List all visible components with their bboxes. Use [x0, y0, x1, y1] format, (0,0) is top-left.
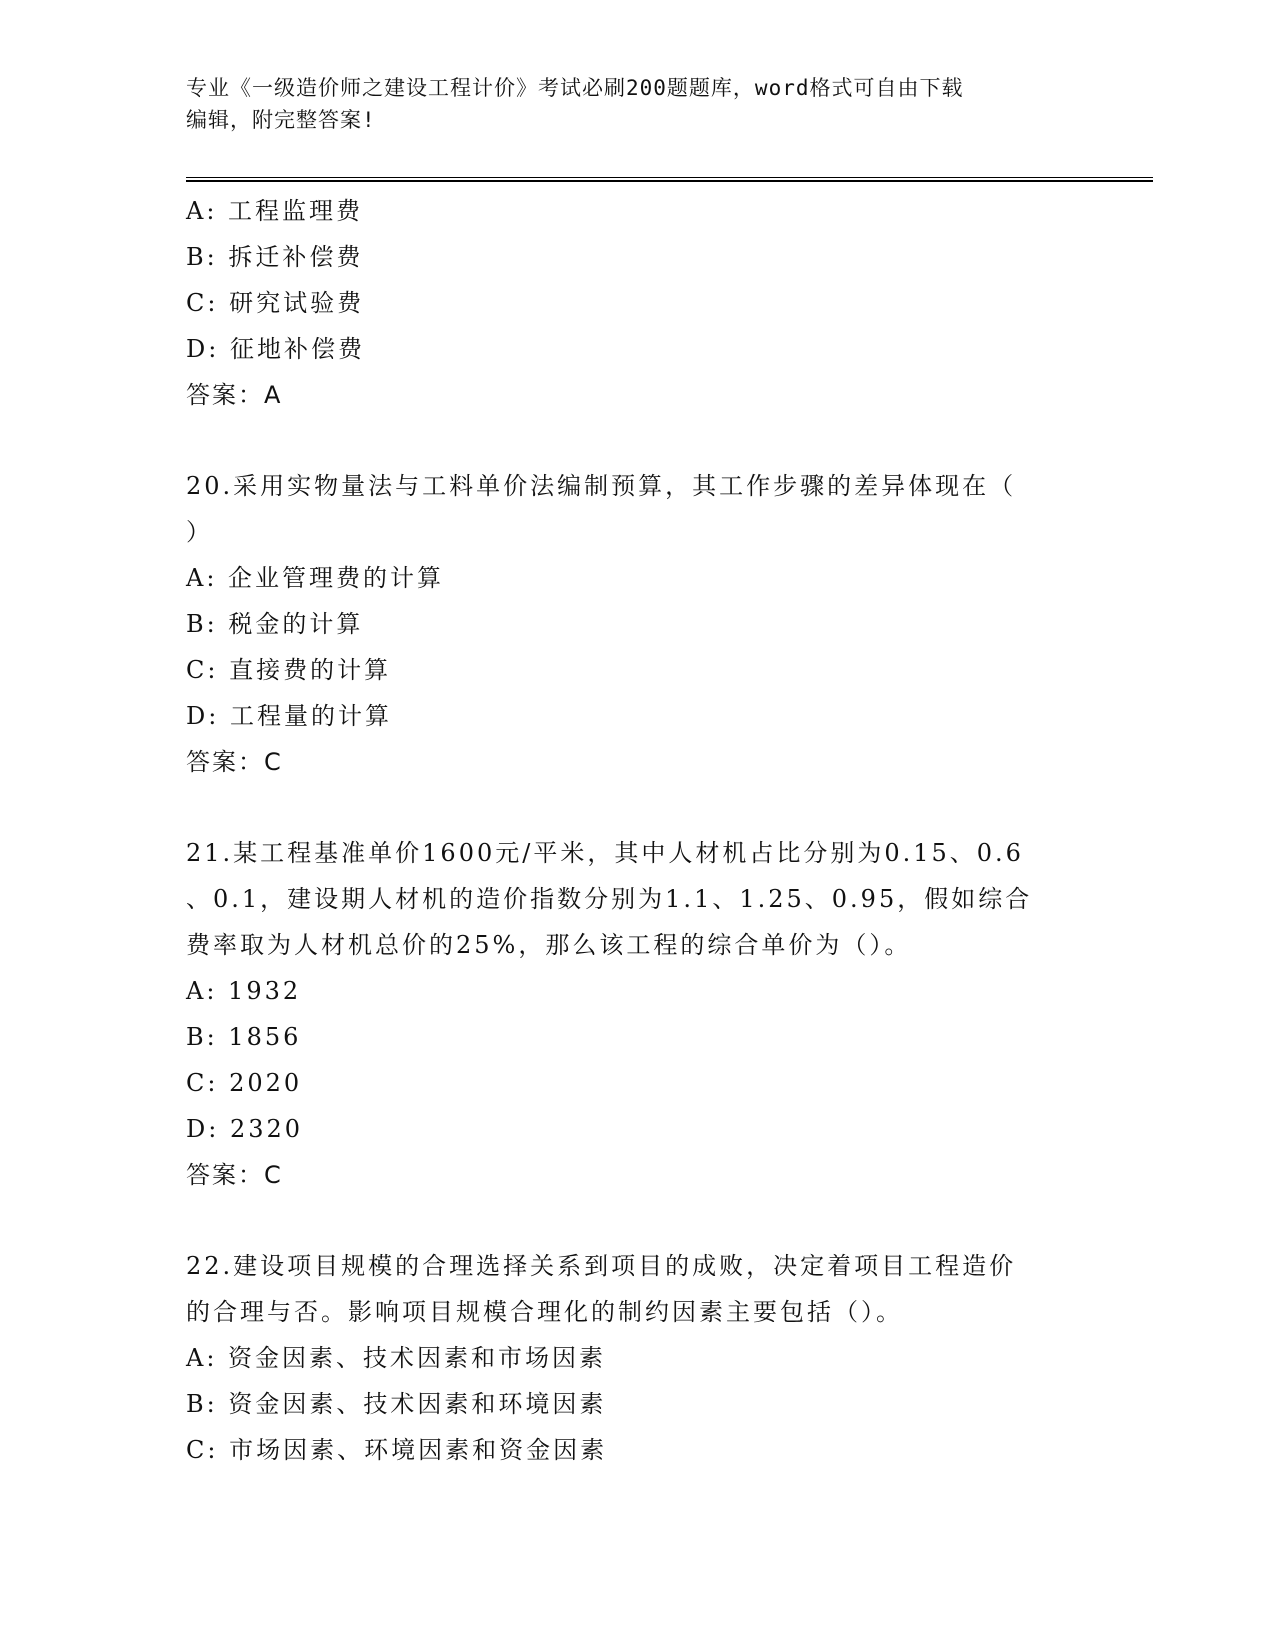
option-b: B: 拆迁补偿费	[186, 243, 364, 271]
option-d: D: 2320	[186, 1115, 304, 1143]
question-text: 22.建设项目规模的合理选择关系到项目的成败，决定着项目工程造价	[186, 1252, 1017, 1280]
option-c: C: 2020	[186, 1069, 303, 1097]
question-text: 费率取为人材机总价的25%，那么该工程的综合单价为（）。	[186, 931, 912, 959]
option-a: A: 1932	[186, 977, 302, 1005]
header-line-1: 专业《一级造价师之建设工程计价》考试必刷200题题库，word格式可自由下载	[186, 76, 964, 100]
question-text: 、0.1，建设期人材机的造价指数分别为1.1、1.25、0.95，假如综合	[186, 885, 1033, 913]
spacer	[186, 785, 1086, 830]
header-divider	[186, 177, 1153, 182]
answer: 答案：C	[186, 1161, 283, 1189]
option-c: C: 市场因素、环境因素和资金因素	[186, 1436, 608, 1464]
option-a: A: 企业管理费的计算	[186, 564, 445, 592]
question-20	[186, 463, 1086, 785]
option-b: B: 资金因素、技术因素和环境因素	[186, 1390, 607, 1418]
option-d: D: 征地补偿费	[186, 335, 365, 363]
option-c: C: 研究试验费	[186, 289, 365, 317]
header-line-2: 编辑，附完整答案!	[186, 108, 376, 132]
question-list	[186, 188, 1086, 1473]
question-text: 21.某工程基准单价1600元/平米，其中人材机占比分别为0.15、0.6	[186, 839, 1024, 867]
question-text: 的合理与否。影响项目规模合理化的制约因素主要包括（）。	[186, 1298, 903, 1326]
option-a: A: 工程监理费	[186, 197, 364, 225]
question-text: 20.采用实物量法与工料单价法编制预算，其工作步骤的差异体现在（	[186, 472, 1017, 500]
question-22	[186, 1243, 1086, 1473]
question-text: ）	[186, 518, 213, 546]
question-19	[186, 188, 1086, 418]
spacer	[186, 1198, 1086, 1243]
option-c: C: 直接费的计算	[186, 656, 392, 684]
answer: 答案：C	[186, 748, 283, 776]
option-b: B: 税金的计算	[186, 610, 364, 638]
option-b: B: 1856	[186, 1023, 302, 1051]
spacer	[186, 418, 1086, 463]
option-a: A: 资金因素、技术因素和市场因素	[186, 1344, 607, 1372]
question-21	[186, 830, 1086, 1198]
answer: 答案：A	[186, 381, 283, 409]
option-d: D: 工程量的计算	[186, 702, 392, 730]
document-header	[186, 72, 1086, 136]
